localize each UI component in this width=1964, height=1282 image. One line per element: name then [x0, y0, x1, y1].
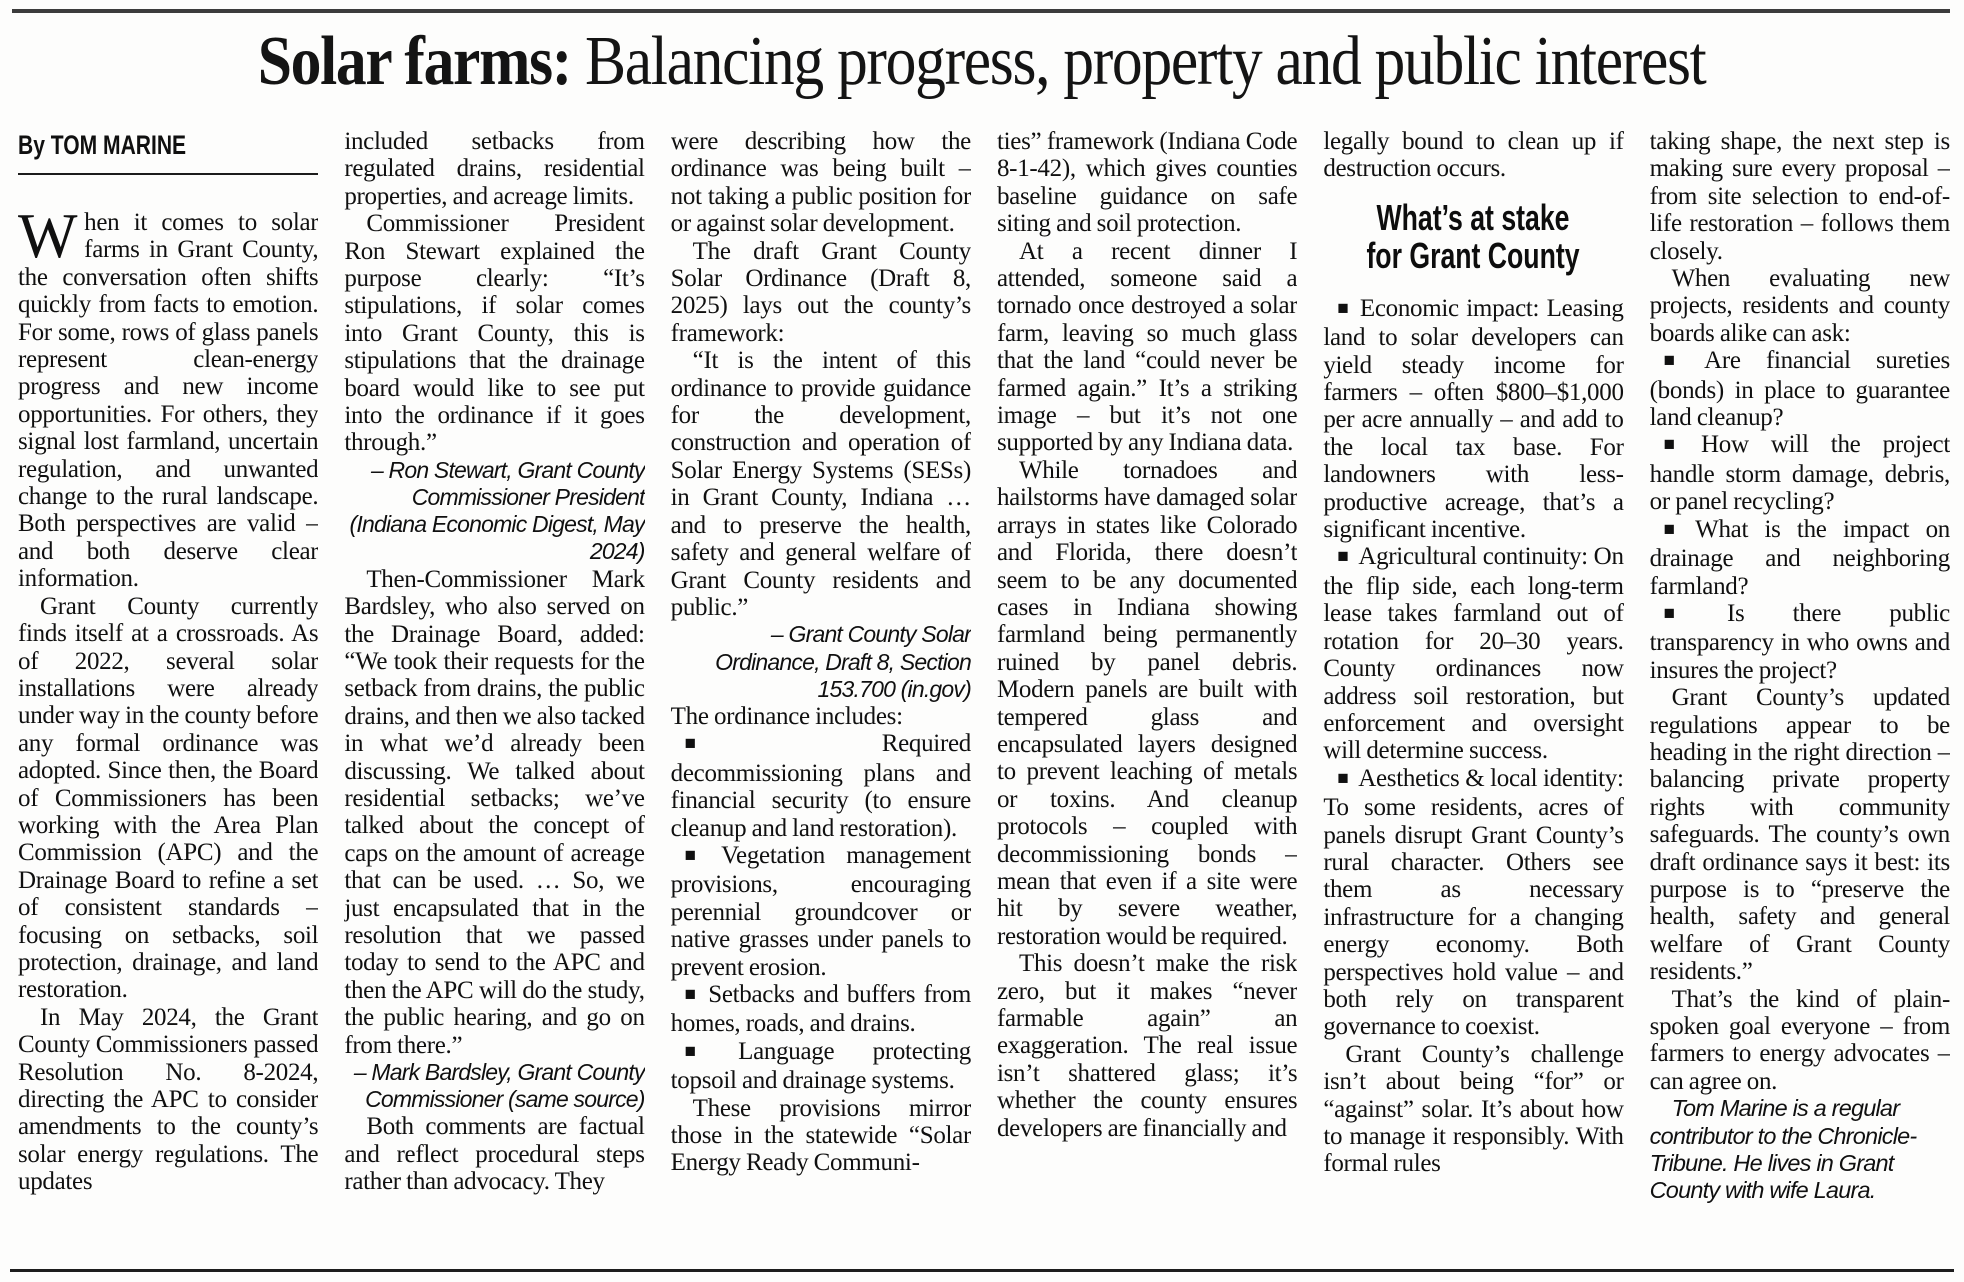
byline	[18, 128, 318, 175]
drop-cap-letter: W	[18, 201, 78, 271]
bullet-square-icon: ■	[1337, 767, 1350, 789]
column-1	[18, 128, 318, 1270]
bullet-item: ■ How will the project handle storm damage, debris, or panel recycling?	[1649, 431, 1950, 516]
bullet-square-icon: ■	[684, 844, 713, 866]
section-subhead-line: What’s at stake	[1376, 196, 1570, 238]
bullet-square-icon: ■	[684, 983, 700, 1005]
article-paragraph: At a recent dinner I attended, someone said a tornado once destroyed a solar farm, leaving so much glass that the land “could never be farmed again.” It’s a striking image – but it’s not one supported by any Indiana data.	[996, 237, 1298, 457]
section-subhead-line: for Grant County	[1366, 234, 1581, 276]
article-paragraph: Then-Commissioner Mark Bardsley, who also served on the Drainage Board, added: “We took their requests for the setback from drains, the public drains, and then we also tacked in what we’d already been discussing. We talked about residential setbacks; we’ve talked about the concept of caps on the amount of acreage that can be used. … So, we just encapsulated that in the resolution that we passed today to send to the APC and then the APC will do the study, the public hearing, and go on from there.”	[344, 565, 645, 1059]
top-rule	[12, 9, 1950, 13]
bullet-square-icon: ■	[684, 733, 873, 755]
article-paragraph: That’s the kind of plain-spoken goal everyone – from farmers to energy advocates – can agree on.	[1649, 985, 1950, 1095]
bullet-item: ■ Agricultural continuity: On the flip side, each long-term lease takes farmland out of rotation for 20–30 years. County ordinances now address soil restoration, but enforcement and oversight will determine success.	[1323, 543, 1624, 765]
bullet-square-icon: ■	[1663, 602, 1718, 624]
bullet-item: ■ Are financial sureties (bonds) in place to guarantee land cleanup?	[1649, 347, 1950, 432]
column-continuation-paragraph: were describing how the ordinance was being built – not taking a public position for or against solar development.	[670, 128, 971, 238]
column-continuation-paragraph: included setbacks from regulated drains, residential properties, and acreage limits.	[344, 128, 645, 210]
bullet-square-icon: ■	[1337, 546, 1350, 568]
bullet-item: ■ Is there public transparency in who owns and insures the project?	[1649, 599, 1950, 684]
article-paragraph: The draft Grant County Solar Ordinance (Draft 8, 2025) lays out the county’s framework:	[670, 237, 971, 347]
article-columns	[18, 128, 1950, 1270]
quote-attribution: – Grant County Solar Ordinance, Draft 8, Section 153.700 (in.gov)	[715, 621, 971, 702]
article-paragraph: Both comments are factual and reflect procedural steps rather than advocacy. They	[344, 1113, 645, 1196]
column-5	[1323, 128, 1623, 1270]
headline	[0, 22, 1964, 102]
bullet-square-icon: ■	[1663, 434, 1692, 456]
headline-text	[258, 22, 1706, 102]
headline-rest: Balancing progress, property and public interest	[571, 23, 1706, 100]
bottom-rule	[10, 1269, 1954, 1272]
article-paragraph: Commissioner President Ron Stewart explained the purpose clearly: “It’s stipulations, if solar comes into Grant County, this is stipulations that the drainage board would like to see put into the ordinance if it goes through.”	[344, 210, 645, 457]
bullet-item: ■ Vegetation management provisions, encouraging perennial groundcover or native grasses under panels to prevent erosion.	[670, 841, 971, 981]
quote-attribution: – Mark Bardsley, Grant County Commissioner (same source)	[353, 1059, 645, 1113]
column-3	[671, 128, 971, 1270]
column-continuation-paragraph: The ordinance includes:	[670, 702, 903, 730]
bullet-item: ■ What is the impact on drainage and neighboring farmland?	[1649, 515, 1950, 600]
bullet-square-icon: ■	[684, 1040, 730, 1062]
article-paragraph: These provisions mirror those in the statewide “Solar Energy Ready Communi-	[670, 1094, 971, 1177]
section-subhead-text	[1366, 196, 1581, 276]
headline-lead: Solar farms:	[258, 23, 572, 100]
bullet-square-icon: ■	[1663, 518, 1687, 540]
article-paragraph: When evaluating new projects, residents and county boards alike can ask:	[1649, 265, 1950, 347]
column-6	[1650, 128, 1950, 1270]
column-continuation-paragraph: ties” framework (Indiana Code 8-1-42), which gives counties baseline guidance on safe siting and soil protection.	[996, 128, 1298, 238]
section-subhead	[1323, 196, 1623, 276]
article-paragraph: In May 2024, the Grant County Commissioners passed Resolution No. 8-2024, directing the APC to consider amendments to the county’s solar energy regulations. The updates	[18, 1003, 319, 1196]
column-continuation-paragraph: taking shape, the next step is making sure every proposal – from site selection to end-of-life restoration – follows them closely.	[1649, 128, 1950, 265]
column-continuation-paragraph: legally bound to clean up if destruction occurs.	[1323, 128, 1624, 183]
article-paragraph: This doesn’t make the risk zero, but it makes “never farmable again” an exaggeration. The real issue isn’t shattered glass; it’s whether the county ensures developers are financially and	[996, 950, 1298, 1142]
article-paragraph: While tornadoes and hailstorms have damaged solar arrays in states like Colorado and Florida, there doesn’t seem to be any documented cases in Indiana showing farmland being permanently ruined by panel debris. Modern panels are built with tempered glass and encapsulated layers designed to prevent leaching of metals or toxins. And cleanup protocols – coupled with decommissioning bonds – mean that even if a site were hit by severe weather, restoration would be required.	[996, 456, 1298, 950]
article-paragraph: Grant County’s updated regulations appear to be heading in the right direction – balancing private property rights with community safeguards. The county’s own draft ordinance says it best: its purpose is to “preserve the health, safety and general welfare of Grant County residents.”	[1649, 684, 1950, 986]
bullet-item: ■ Economic impact: Leasing land to solar developers can yield steady income for farmers – often $800–$1,000 per acre annually – and add to the local tax base. For landowners with less-productive acreage, that’s a significant incentive.	[1323, 294, 1624, 544]
article-lead-paragraph: When it comes to solar farms in Grant County, the conversation often shifts quickly from facts to emotion. For some, rows of glass panels represent clean-energy progress and new income opportunities. For others, they signal lost farmland, uncertain regulation, and unwanted change to the rural landscape. Both perspectives are valid – and both deserve clear information.	[18, 201, 319, 593]
column-4	[997, 128, 1297, 1270]
bullet-square-icon: ■	[1663, 350, 1696, 372]
bullet-item: ■ Aesthetics & local identity: To some residents, acres of panels disrupt Grant County’s rural character. Others see them as necessary infrastructure for a changing energy economy. Both perspectives hold value – and both rely on transparent governance to coexist.	[1323, 764, 1624, 1041]
bullet-item: ■ Required decommissioning plans and financial security (to ensure cleanup and land restoration).	[670, 730, 971, 842]
article-paragraph: “It is the intent of this ordinance to provide guidance for the development, construction and operation of Solar Energy Systems (SESs) in Grant County, Indiana … and to preserve the health, safety and general welfare of Grant County residents and public.”	[670, 347, 971, 621]
author-tagline: Tom Marine is a regular contributor to the Chronicle-Tribune. He lives in Grant County with wife Laura.	[1649, 1095, 1917, 1204]
bullet-item: ■ Setbacks and buffers from homes, roads, and drains.	[670, 980, 971, 1038]
article-paragraph: Grant County currently finds itself at a crossroads. As of 2022, several solar installations were already under way in the county before any formal ordinance was adopted. Since then, the Board of Commissioners has been working with the Area Plan Commission (APC) and the Drainage Board to refine a set of consistent standards – focusing on setbacks, soil protection, drainage, and land restoration.	[18, 592, 319, 1004]
bullet-square-icon: ■	[1337, 297, 1351, 319]
quote-attribution: – Ron Stewart, Grant County Commissioner President (Indiana Economic Digest, May 2024)	[349, 456, 645, 565]
article-paragraph: Grant County’s challenge isn’t about being “for” or “against” solar. It’s about how to manage it responsibly. With formal rules	[1323, 1040, 1624, 1178]
bullet-item: ■ Language protecting topsoil and drainage systems.	[670, 1037, 971, 1095]
byline-text: By TOM MARINE	[18, 130, 187, 160]
column-2	[344, 128, 644, 1270]
